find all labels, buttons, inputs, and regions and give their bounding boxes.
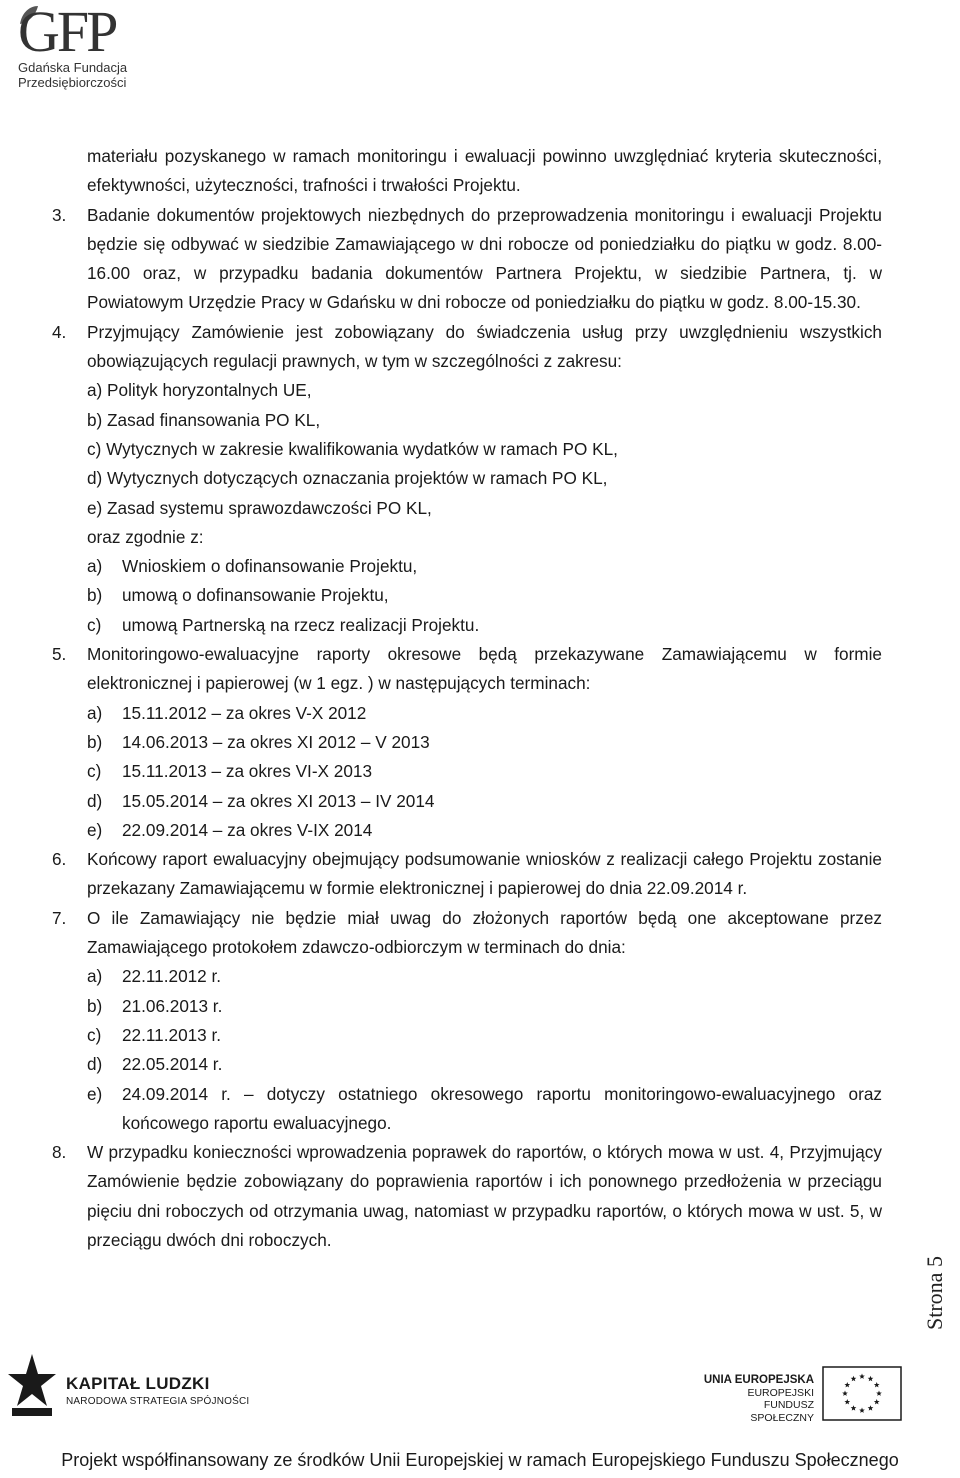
item-number: 5. bbox=[52, 644, 67, 665]
sublist-text: 22.11.2012 r. bbox=[122, 966, 222, 987]
sublist-letter: d) bbox=[87, 1054, 103, 1075]
sublist-text: 15.11.2012 – za okres V-X 2012 bbox=[122, 702, 367, 723]
footer-text: Projekt współfinansowany ze środków Unii Europejskiej w ramach Europejskiego Funduszu Społecznego bbox=[61, 1450, 899, 1470]
sublist-text: 24.09.2014 r. – dotyczy ostatniego okresowego raportu monitoringowo-ewaluacyjnego oraz końcowego raportu ewaluacyjnego. bbox=[122, 1083, 882, 1133]
sublist-letter: b) bbox=[87, 585, 103, 606]
sublist-item bbox=[87, 787, 882, 816]
sublist-item bbox=[87, 611, 882, 640]
sublist-text: umową Partnerską na rzecz realizacji Projektu. bbox=[122, 614, 480, 635]
item-text: O ile Zamawiający nie będzie miał uwag do złożonych raportów będą one akceptowane przez Zamawiającego protokołem zdawczo-odbiorczym w terminach do dnia: bbox=[87, 907, 882, 958]
sublist-line: a) Polityk horyzontalnych UE, bbox=[87, 380, 312, 401]
list-item-5 bbox=[52, 640, 882, 845]
sublist-item bbox=[87, 757, 882, 786]
sublist-item bbox=[87, 699, 882, 728]
middle-line: oraz zgodnie z: bbox=[87, 526, 204, 547]
sublist-line: e) Zasad systemu sprawozdawczości PO KL, bbox=[87, 497, 432, 518]
eu-line-3: FUNDUSZ SPOŁECZNY bbox=[750, 1399, 814, 1424]
item-text: Monitoringowo-ewaluacyjne raporty okresowe będą przekazywane Zamawiającemu w formie elektronicznej i papierowej (w 1 egz. ) w następujących terminach: bbox=[87, 644, 882, 694]
item-number: 6. bbox=[52, 849, 67, 870]
sublist-text: Wnioskiem o dofinansowanie Projektu, bbox=[122, 556, 418, 577]
sublist-letter: a) bbox=[87, 702, 103, 723]
sublist-text: 21.06.2013 r. bbox=[122, 995, 223, 1016]
eu-flag-icon bbox=[822, 1366, 902, 1421]
item-number: 8. bbox=[52, 1142, 67, 1163]
kl-subtitle: NARODOWA STRATEGIA SPÓJNOŚCI bbox=[66, 1396, 250, 1407]
sublist-text: 15.11.2013 – za okres VI-X 2013 bbox=[122, 761, 373, 782]
logo-mark: GFP bbox=[18, 0, 116, 64]
sublist-item bbox=[87, 816, 882, 845]
sublist-item bbox=[87, 992, 882, 1021]
kl-title: KAPITAŁ LUDZKI bbox=[66, 1374, 210, 1393]
sublist-item bbox=[87, 1080, 882, 1139]
list-item-4 bbox=[52, 318, 882, 640]
list-item-7 bbox=[52, 904, 882, 1138]
item-text: Końcowy raport ewaluacyjny obejmujący podsumowanie wniosków z realizacji całego Projektu zostanie przekazany Zamawiającemu w formie elektronicznej i papierowej do dnia 22.09.2014 r. bbox=[87, 849, 882, 899]
sublist-text: 22.05.2014 r. bbox=[122, 1054, 223, 1075]
document-body bbox=[52, 142, 882, 1255]
item-number: 4. bbox=[52, 321, 67, 342]
gfp-logo bbox=[18, 0, 128, 96]
star-icon bbox=[6, 1352, 58, 1418]
sublist-letter: c) bbox=[87, 761, 102, 782]
sublist-text: umową o dofinansowanie Projektu, bbox=[122, 585, 389, 606]
sublist-line: b) Zasad finansowania PO KL, bbox=[87, 409, 321, 430]
sublist-item bbox=[87, 552, 882, 581]
eu-logo bbox=[700, 1366, 900, 1436]
item-text: Przyjmujący Zamówienie jest zobowiązany do świadczenia usług przy uwzględnieniu wszystkich obowiązujących regulacji prawnych, w tym w szczególności z zakresu: bbox=[87, 321, 882, 372]
sublist-text: 22.09.2014 – za okres V-IX 2014 bbox=[122, 819, 373, 840]
item-text: W przypadku konieczności wprowadzenia poprawek do raportów, o których mowa w ust. 4, Przyjmujący Zamówienie będzie zobowiązany do poprawienia raportów i ich ponownego przedłożenia w przeciągu pięciu dni roboczych od otrzymania uwag, natomiast w przypadku raportów, o których mowa w ust. 5, w przeciągu dwóch dni roboczych. bbox=[87, 1142, 882, 1250]
kapital-ludzki-logo bbox=[6, 1352, 250, 1422]
sublist-letter: b) bbox=[87, 731, 103, 752]
eu-line-1: UNIA EUROPEJSKA bbox=[703, 1374, 814, 1386]
sublist-item bbox=[87, 581, 882, 610]
item-number: 7. bbox=[52, 907, 67, 928]
sublist-item bbox=[87, 962, 882, 991]
sublist-text: 22.11.2013 r. bbox=[122, 1024, 222, 1045]
page-number: Strona 5 bbox=[922, 1256, 947, 1330]
sublist-letter: a) bbox=[87, 966, 103, 987]
sublist-item bbox=[87, 728, 882, 757]
sublist-letter: d) bbox=[87, 790, 103, 811]
sublist-line: d) Wytycznych dotyczących oznaczania projektów w ramach PO KL, bbox=[87, 468, 608, 489]
list-item-3 bbox=[52, 201, 882, 318]
sublist-letter: c) bbox=[87, 1024, 102, 1045]
eu-text bbox=[700, 1374, 814, 1424]
item-text: Badanie dokumentów projektowych niezbędnych do przeprowadzenia monitoringu i ewaluacji Projektu będzie się odbywać w siedzibie Zamawiającego w dni robocze od poniedziałku do piątku w godz. 8.00-16.00 oraz, w przypadku badania dokumentów Partnera Projektu, w siedzibie Partnera, tj. w Powiatowym Urzędzie Pracy w Gdańsku w dni robocze od poniedziałku do piątku w godz. 8.00-15.30. bbox=[87, 204, 882, 313]
list-item-8 bbox=[52, 1138, 882, 1255]
intro-paragraph: materiału pozyskanego w ramach monitoringu i ewaluacji powinno uwzględniać kryteria skuteczności, efektywności, użyteczności, trafności i trwałości Projektu. bbox=[87, 146, 882, 196]
logo-line-1: Gdańska Fundacja bbox=[18, 60, 128, 75]
list-item-6 bbox=[52, 845, 882, 904]
sublist-text: 14.06.2013 – za okres XI 2012 – V 2013 bbox=[122, 731, 430, 752]
sublist-item bbox=[87, 1021, 882, 1050]
item-number: 3. bbox=[52, 204, 67, 225]
sublist-letter: b) bbox=[87, 995, 103, 1016]
sublist-letter: c) bbox=[87, 614, 102, 635]
logo-line-2: Przedsiębiorczości bbox=[18, 75, 127, 90]
sublist-letter: e) bbox=[87, 819, 103, 840]
sublist-text: 15.05.2014 – za okres XI 2013 – IV 2014 bbox=[122, 790, 435, 811]
sublist-line: c) Wytycznych w zakresie kwalifikowania wydatków w ramach PO KL, bbox=[87, 438, 618, 459]
eu-line-2: EUROPEJSKI bbox=[747, 1386, 814, 1399]
sublist-item bbox=[87, 1050, 882, 1079]
sublist-letter: e) bbox=[87, 1083, 103, 1104]
sublist-letter: a) bbox=[87, 556, 103, 577]
